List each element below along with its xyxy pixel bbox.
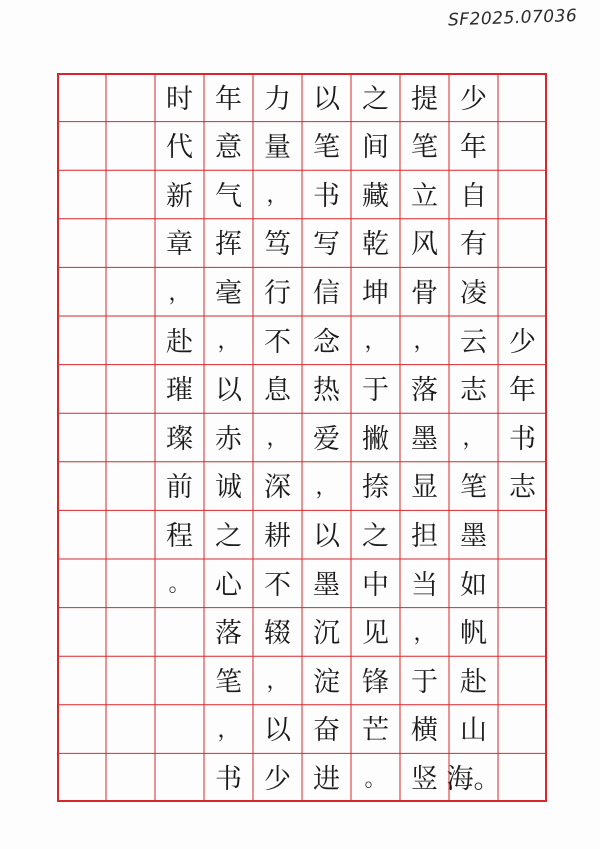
grid-character: 志 (460, 375, 487, 407)
grid-character: 赤 (215, 423, 242, 455)
grid-character: 提 (411, 83, 438, 115)
text-column (446, 75, 501, 800)
grid-character: 年 (509, 375, 536, 407)
grid-character: ， (217, 329, 240, 355)
grid-character: ， (266, 669, 289, 695)
grid-character: 藏 (362, 180, 389, 212)
grid-character: 显 (411, 472, 438, 504)
grid-character: 奋 (313, 715, 340, 747)
grid-character: 以 (215, 375, 242, 407)
grid-character: 以 (313, 83, 340, 115)
grid-character: 帆 (460, 618, 487, 650)
grid-character: 信 (313, 278, 340, 310)
grid-character: 前 (166, 472, 193, 504)
grid-character: 气 (215, 180, 242, 212)
grid-character: 热 (313, 375, 340, 407)
grid-character: 志 (509, 472, 536, 504)
grid-character: 捺 (362, 472, 389, 504)
grid-character: 念 (313, 326, 340, 358)
grid-character (155, 610, 204, 658)
grid-character: 年 (460, 132, 487, 164)
grid-character: 之 (362, 521, 389, 553)
grid-character: 爱 (313, 423, 340, 455)
grid-character: 赴 (166, 326, 193, 358)
grid-character: 于 (362, 375, 389, 407)
grid-character: ， (266, 183, 289, 209)
grid-character: 淀 (313, 666, 340, 698)
grid-character: 骨 (411, 278, 438, 310)
serial-number: SF2025.07036 (447, 5, 578, 31)
grid-character (498, 610, 547, 658)
grid-character (498, 658, 547, 706)
grid-character: 中 (362, 569, 389, 601)
grid-character (498, 75, 547, 123)
grid-character: 璀 (166, 375, 193, 407)
grid-character (498, 755, 547, 803)
grid-character: 少 (460, 83, 487, 115)
grid-character: 耕 (264, 521, 291, 553)
grid-character: 挥 (215, 229, 242, 261)
grid-character: 于 (411, 666, 438, 698)
grid-character: ， (266, 426, 289, 452)
grid-character: 横 (411, 715, 438, 747)
grid-character: 年 (215, 83, 242, 115)
text-column (302, 75, 351, 800)
grid-character: 有 (460, 229, 487, 261)
grid-character: 新 (166, 180, 193, 212)
grid-character: 。 (364, 766, 387, 792)
grid-character: 少 (509, 326, 536, 358)
grid-character: 书 (313, 180, 340, 212)
grid-character: 凌 (460, 278, 487, 310)
grid-character: 书 (509, 423, 536, 455)
grid-character: 进 (313, 764, 340, 796)
grid-character: ， (364, 329, 387, 355)
grid-character: 。 (168, 572, 191, 598)
grid-character (498, 221, 547, 269)
grid-character (498, 269, 547, 317)
grid-character: 乾 (362, 229, 389, 261)
grid-character: ， (462, 426, 485, 452)
grid-character: 量 (264, 132, 291, 164)
text-column (155, 75, 204, 800)
text-column (351, 75, 400, 800)
grid-character: 行 (264, 278, 291, 310)
grid-character (155, 707, 204, 755)
grid-character: 笃 (264, 229, 291, 261)
text-column (204, 75, 253, 800)
text-column (253, 75, 302, 800)
grid-character: 落 (411, 375, 438, 407)
grid-character: 如 (460, 569, 487, 601)
grid-character: 墨 (460, 521, 487, 553)
grid-character: 力 (264, 83, 291, 115)
grid-character: 墨 (313, 569, 340, 601)
grid-character (498, 512, 547, 560)
grid-character (498, 124, 547, 172)
grid-character: 笔 (313, 132, 340, 164)
grid-character: 竖 (411, 764, 438, 796)
grid-character: 当 (411, 569, 438, 601)
grid-character: 锋 (362, 666, 389, 698)
grid-character: 心 (215, 569, 242, 601)
grid-character: 立 (411, 180, 438, 212)
grid-character (498, 561, 547, 609)
text-column (498, 75, 547, 800)
grid-character: 之 (215, 521, 242, 553)
grid-character: 海。 (446, 764, 501, 796)
grid-character: 之 (362, 83, 389, 115)
grid-character (498, 707, 547, 755)
grid-character: 坤 (362, 278, 389, 310)
grid-character: 芒 (362, 715, 389, 747)
grid-character: 意 (215, 132, 242, 164)
text-column (400, 75, 449, 800)
grid-character: 赴 (460, 666, 487, 698)
grid-character: 见 (362, 618, 389, 650)
grid-character: 山 (460, 715, 487, 747)
grid-character: 不 (264, 569, 291, 601)
grid-character: 云 (460, 326, 487, 358)
grid-character (498, 172, 547, 220)
grid-character: 辍 (264, 618, 291, 650)
grid-character: 诚 (215, 472, 242, 504)
grid-character: 沉 (313, 618, 340, 650)
grid-character: 程 (166, 521, 193, 553)
grid-character: 写 (313, 229, 340, 261)
grid-character: 笔 (460, 472, 487, 504)
grid-character: 风 (411, 229, 438, 261)
grid-character: 书 (215, 764, 242, 796)
grid-character: 笔 (215, 666, 242, 698)
grid-character: 代 (166, 132, 193, 164)
grid-character: 以 (313, 521, 340, 553)
grid-character: 笔 (411, 132, 438, 164)
grid-character: 不 (264, 326, 291, 358)
grid-character: 自 (460, 180, 487, 212)
grid-character: 担 (411, 521, 438, 553)
grid-character: 深 (264, 472, 291, 504)
grid-character: 以 (264, 715, 291, 747)
grid-character: ， (217, 717, 240, 743)
grid-character: ， (413, 329, 436, 355)
grid-character: 间 (362, 132, 389, 164)
grid-character: ， (168, 280, 191, 306)
grid-character: ， (413, 620, 436, 646)
grid-character: ， (315, 474, 338, 500)
grid-character: 少 (264, 764, 291, 796)
grid-character: 璨 (166, 423, 193, 455)
grid-character (155, 755, 204, 803)
grid-character: 撇 (362, 423, 389, 455)
grid-character: 墨 (411, 423, 438, 455)
grid-character: 落 (215, 618, 242, 650)
grid-character (155, 658, 204, 706)
grid-character: 章 (166, 229, 193, 261)
grid-character: 毫 (215, 278, 242, 310)
grid-character: 息 (264, 375, 291, 407)
grid-character: 时 (166, 83, 193, 115)
